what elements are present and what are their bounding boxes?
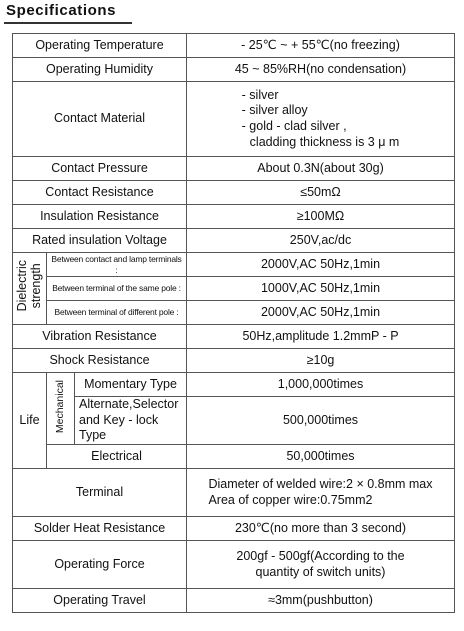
contact-resistance-label: Contact Resistance [13, 181, 187, 205]
table-row [13, 373, 455, 397]
dielectric-label-line: strength [28, 263, 43, 309]
operating-travel-value: ≈3mm(pushbutton) [187, 589, 455, 613]
operating-force-value [187, 541, 455, 589]
table-row [13, 301, 455, 325]
dielectric-item-value: 1000V,AC 50Hz,1min [187, 277, 455, 301]
shock-resistance-value: ≥10g [187, 349, 455, 373]
table-row [13, 277, 455, 301]
operating-temperature-label: Operating Temperature [13, 34, 187, 58]
specifications-table [12, 33, 455, 613]
operating-force-line: quantity of switch units) [255, 564, 386, 579]
operating-force-line: 200gf - 500gf(According to the [236, 548, 405, 563]
terminal-lines [208, 477, 432, 508]
electrical-value: 50,000times [187, 445, 455, 469]
contact-pressure-value: About 0.3N(about 30g) [187, 157, 455, 181]
table-row [13, 517, 455, 541]
table-row [13, 541, 455, 589]
table-row [13, 349, 455, 373]
contact-material-value [187, 82, 455, 157]
mechanical-label [47, 373, 75, 445]
dielectric-strength-text [16, 260, 44, 311]
mechanical-text: Mechanical [53, 379, 66, 433]
terminal-label: Terminal [13, 469, 187, 517]
operating-temperature-value: - 25℃ ~ + 55℃(no freezing) [187, 34, 455, 58]
table-row [13, 445, 455, 469]
dielectric-item-value: 2000V,AC 50Hz,1min [187, 253, 455, 277]
contact-material-label: Contact Material [13, 82, 187, 157]
alternate-label-line: and Key - lock Type [79, 412, 159, 443]
contact-material-line: - gold - clad silver , [241, 119, 347, 133]
alternate-type-value: 500,000times [187, 397, 455, 445]
table-row [13, 205, 455, 229]
insulation-resistance-value: ≥100MΩ [187, 205, 455, 229]
life-label: Life [13, 373, 47, 469]
table-row [13, 229, 455, 253]
contact-material-line: - silver alloy [241, 103, 308, 118]
dielectric-label-line: Dielectric [15, 260, 29, 312]
table-row [13, 397, 455, 445]
operating-force-label: Operating Force [13, 541, 187, 589]
solder-heat-resistance-label: Solder Heat Resistance [13, 517, 187, 541]
shock-resistance-label: Shock Resistance [13, 349, 187, 373]
terminal-line: Area of copper wire:0.75mm2 [208, 492, 373, 507]
table-row [13, 181, 455, 205]
solder-heat-resistance-value: 230℃(no more than 3 second) [187, 517, 455, 541]
table-row [13, 253, 455, 277]
rated-insulation-voltage-label: Rated insulation Voltage [13, 229, 187, 253]
table-row [13, 34, 455, 58]
contact-resistance-value: ≤50mΩ [187, 181, 455, 205]
operating-humidity-value: 45 ~ 85%RH(no condensation) [187, 58, 455, 82]
operating-travel-label: Operating Travel [13, 589, 187, 613]
section-title: Specifications [6, 2, 117, 19]
vibration-resistance-value: 50Hz,amplitude 1.2mmP - P [187, 325, 455, 349]
momentary-type-value: 1,000,000times [187, 373, 455, 397]
dielectric-item-value: 2000V,AC 50Hz,1min [187, 301, 455, 325]
electrical-label: Electrical [47, 445, 187, 469]
vibration-resistance-label: Vibration Resistance [13, 325, 187, 349]
table-row [13, 157, 455, 181]
table-row [13, 82, 455, 157]
insulation-resistance-label: Insulation Resistance [13, 205, 187, 229]
momentary-type-label: Momentary Type [75, 373, 187, 397]
table-row [13, 469, 455, 517]
table-row [13, 325, 455, 349]
contact-material-line: cladding thickness is 3 μ m [249, 134, 400, 149]
contact-material-line: - silver [241, 87, 279, 102]
alternate-label-line: Alternate,Selector [79, 397, 179, 412]
rated-insulation-voltage-value: 250V,ac/dc [187, 229, 455, 253]
dielectric-strength-label [13, 253, 47, 325]
dielectric-item-label: Between terminal of the same pole : [47, 277, 187, 301]
terminal-line: Diameter of welded wire:2 × 0.8mm max [208, 476, 433, 491]
contact-pressure-label: Contact Pressure [13, 157, 187, 181]
dielectric-item-label: Between contact and lamp terminals : [47, 253, 187, 277]
terminal-value [187, 469, 455, 517]
dielectric-item-label: Between terminal of different pole : [47, 301, 187, 325]
contact-material-list [242, 88, 400, 151]
operating-humidity-label: Operating Humidity [13, 58, 187, 82]
table-row [13, 589, 455, 613]
section-header [4, 2, 460, 24]
table-row [13, 58, 455, 82]
alternate-type-label [75, 397, 187, 445]
